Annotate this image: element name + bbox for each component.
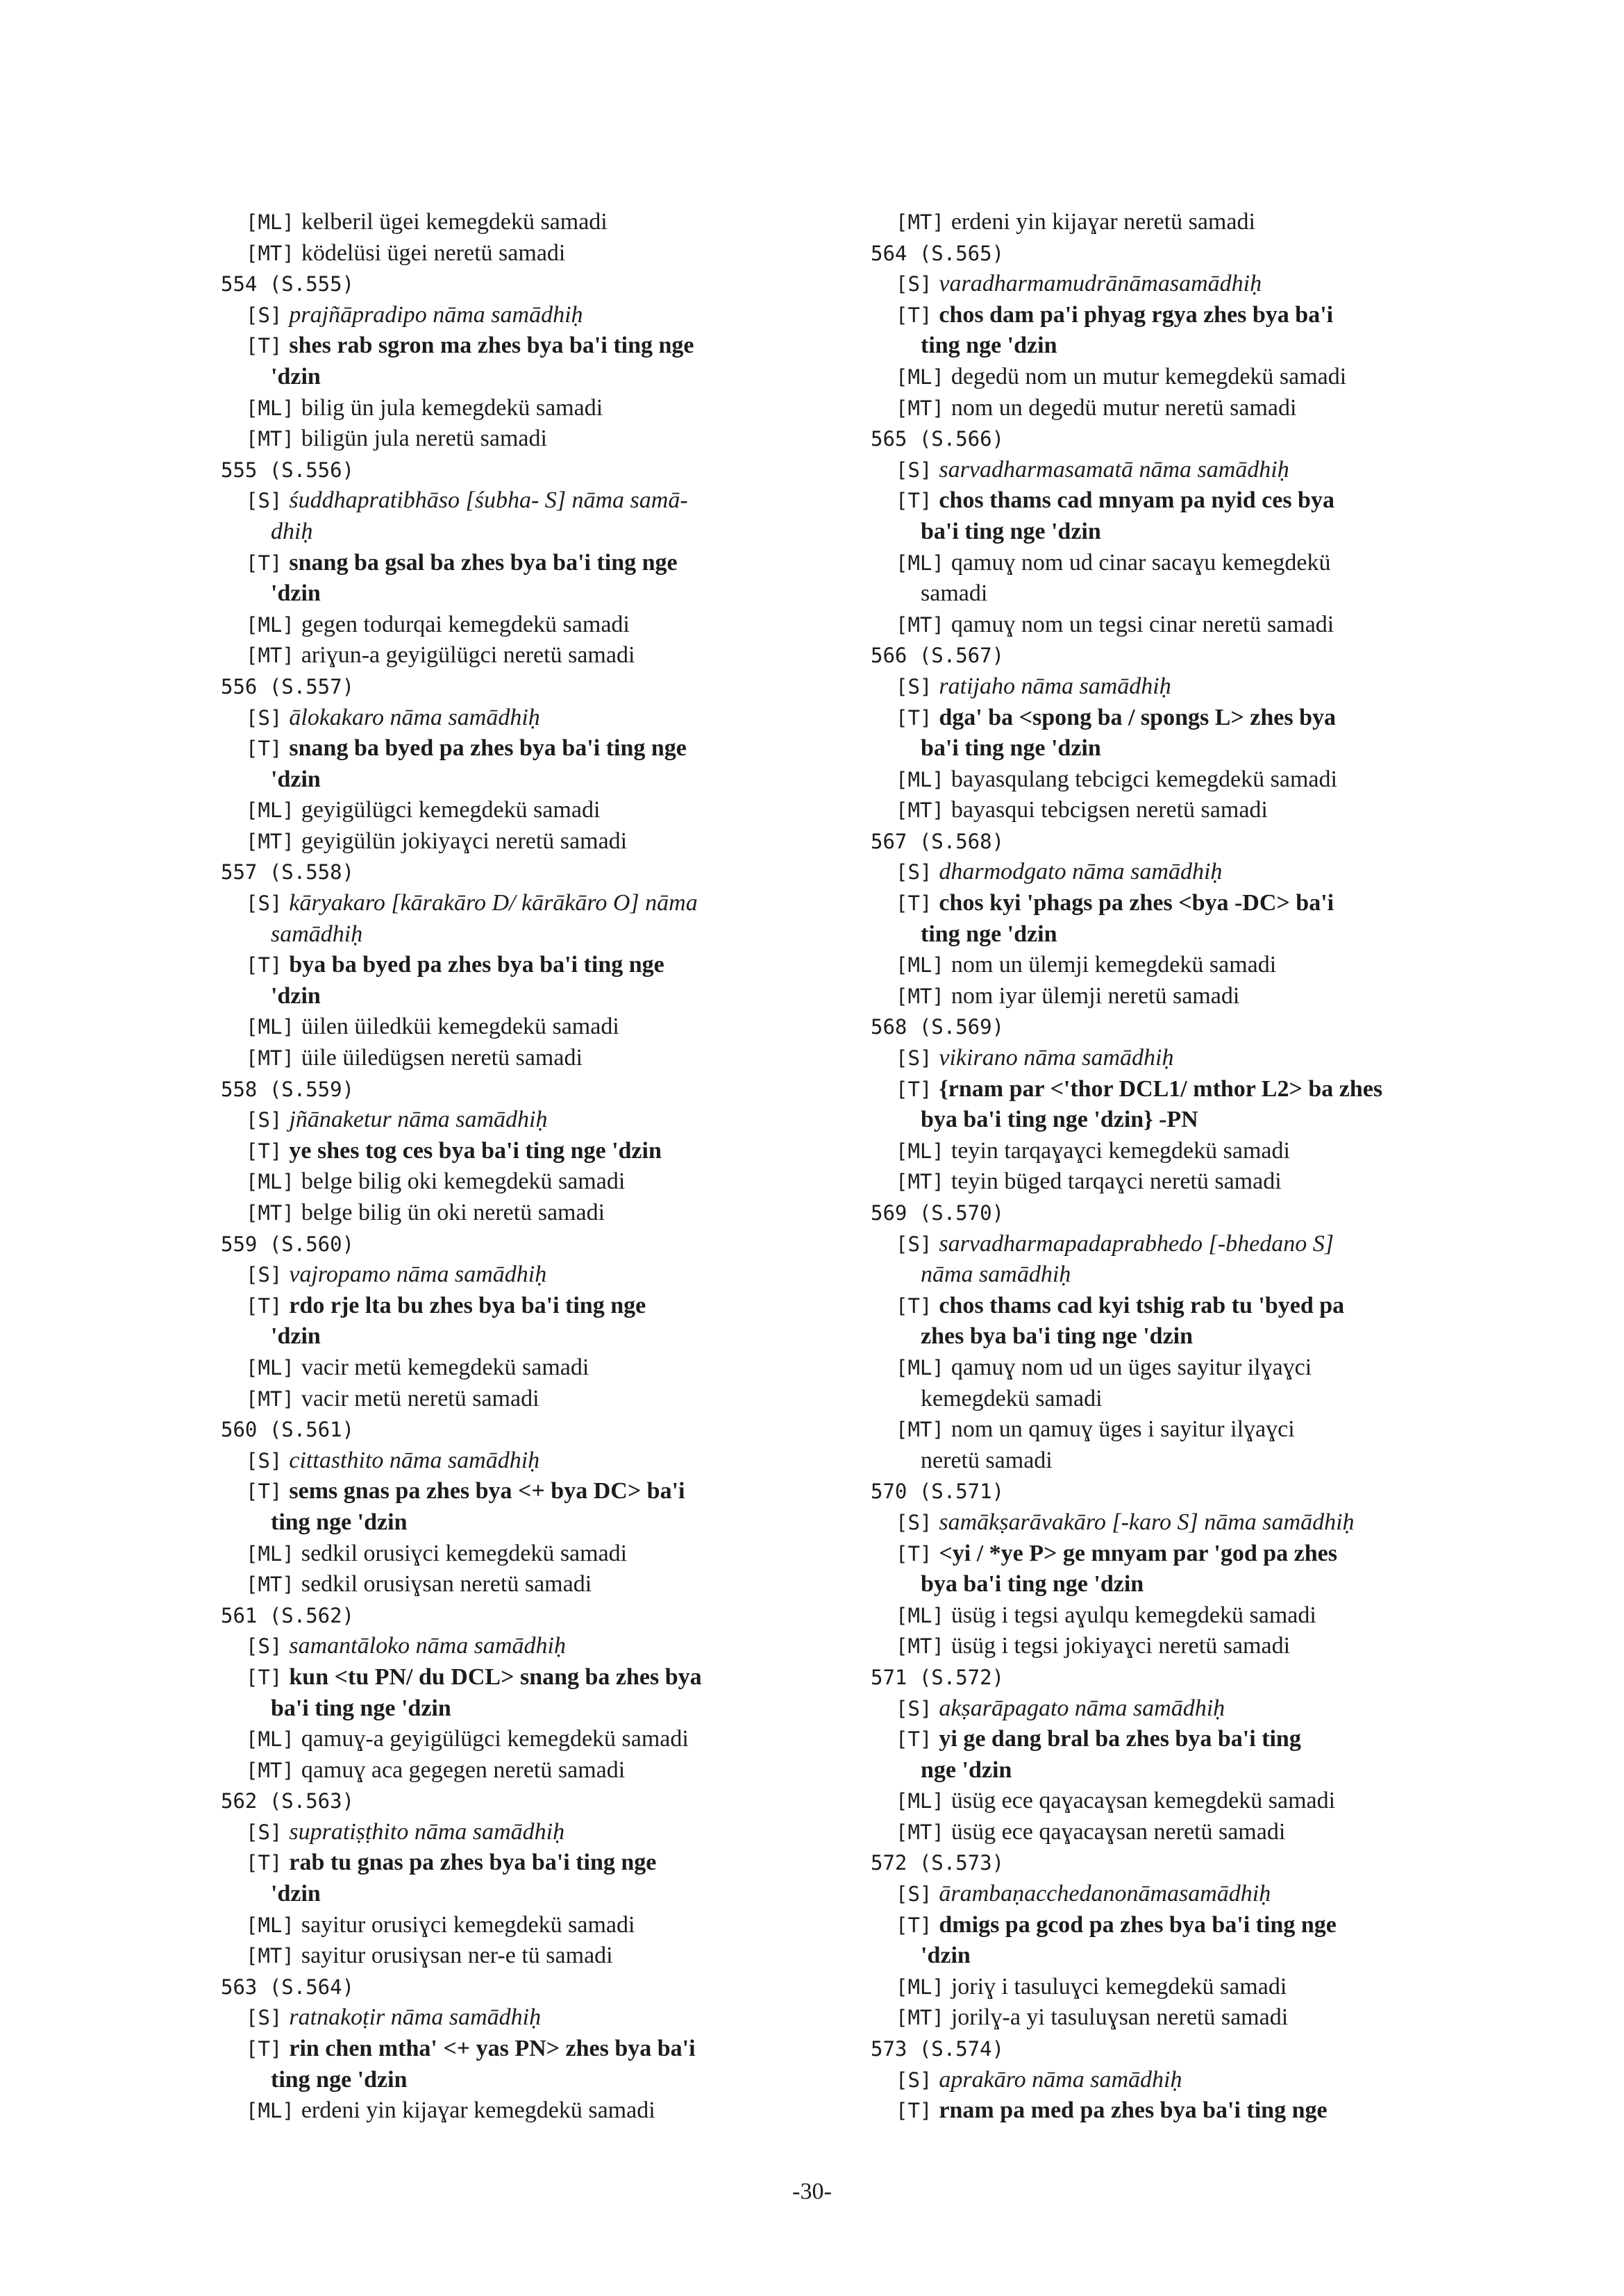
entry-number: 572 (S.573) [871,1851,1005,1875]
continuation-line: dhiḥ [271,518,313,544]
mongolian-l-line [221,1539,860,1570]
mongolian-l-line [871,1136,1496,1167]
language-tag: [T] [896,303,932,327]
continuation-line: 'dzin [921,1943,971,1969]
tibetan-line [221,2034,860,2065]
line-text: üile üiledügsen neretü samadi [301,1045,583,1071]
language-tag: [ML] [246,1015,294,1039]
continuation-line: kemegdekü samadi [921,1385,1103,1411]
line-text: śuddhapratibhāso [śubha- S] nāma samā- [289,487,688,514]
language-tag: [S] [246,1448,283,1473]
mongolian-l-line [871,548,1496,579]
language-tag: [ML] [246,2099,294,2123]
line-text: ratnakoṭir nāma samādhiḥ [289,2004,542,2031]
mongolian-t-line [221,640,860,671]
sanskrit-line [871,2065,1496,2096]
mongolian-l-line [221,393,860,424]
language-tag: [T] [246,1851,283,1875]
sanskrit-line [221,1631,860,1662]
language-tag: [MT] [246,1944,294,1968]
line-text: qamuɣ aca gegegen neretü samadi [301,1757,626,1783]
line-text: vacir metü kemegdekü samadi [301,1354,589,1380]
language-tag: [S] [246,891,283,916]
line-text: snang ba byed pa zhes bya ba'i ting nge [289,735,687,762]
language-tag: [S] [896,1696,932,1720]
language-tag: [ML] [896,1139,944,1163]
language-tag: [MT] [246,427,294,451]
language-tag: [ML] [246,612,294,637]
tibetan-line [221,950,860,981]
line-text: vikirano nāma samādhiḥ [939,1045,1174,1071]
language-tag: [T] [246,953,283,978]
language-tag: [S] [896,1232,932,1256]
language-tag: [ML] [246,1541,294,1566]
line-text: {rnam par <'thor DCL1/ mthor L2> ba zhes [939,1075,1383,1102]
line-text: samantāloko nāma samādhiḥ [289,1633,566,1659]
entry-number: 560 (S.561) [221,1418,355,1442]
mongolian-t-line [221,1941,860,1972]
line-text: aprakāro nāma samādhiḥ [939,2066,1182,2093]
language-tag: [MT] [896,1418,944,1442]
language-tag: [MT] [896,1170,944,1194]
language-tag: [ML] [246,1170,294,1194]
entry-number: 554 (S.555) [221,272,355,296]
mongolian-t-line [221,1198,860,1229]
sanskrit-line [871,455,1496,486]
language-tag: [T] [246,1139,283,1163]
line-text: rin chen mtha' <+ yas PN> zhes bya ba'i [289,2036,696,2062]
language-tag: [T] [246,1665,283,1689]
entry-number: 573 (S.574) [871,2037,1005,2061]
continuation-line: ba'i ting nge 'dzin [921,518,1101,544]
language-tag: [MT] [246,1573,294,1597]
sanskrit-line [221,1817,860,1848]
tibetan-line [221,1662,860,1693]
mongolian-t-line [871,981,1496,1012]
entry-number: 566 (S.567) [871,644,1005,668]
line-text: chos kyi 'phags pa zhes <bya -DC> ba'i [939,890,1334,916]
line-text: belge bilig ün oki neretü samadi [301,1200,605,1225]
sanskrit-line [871,1229,1496,1260]
sanskrit-line [221,1105,860,1136]
tibetan-line [221,1136,860,1167]
mongolian-l-line [871,764,1496,796]
mongolian-l-line [871,1352,1496,1384]
line-text: teyin tarqaɣaɣci kemegdekü samadi [951,1137,1290,1164]
mongolian-t-line [221,826,860,857]
language-tag: [S] [246,1108,283,1132]
continuation-line: 'dzin [271,1881,321,1907]
sanskrit-line [871,1879,1496,1910]
mongolian-t-line [871,2002,1496,2034]
line-text: kāryakaro [kārakāro D/ kārākāro O] nāma [289,890,698,916]
language-tag: [ML] [896,1603,944,1627]
mongolian-l-line [221,207,860,238]
language-tag: [T] [246,737,283,761]
line-text: kun <tu PN/ du DCL> snang ba zhes bya [289,1664,702,1690]
line-text: ālokakaro nāma samādhiḥ [289,704,540,730]
language-tag: [S] [246,705,283,730]
tibetan-line [221,1291,860,1322]
entry-number: 562 (S.563) [221,1789,355,1813]
language-tag: [T] [896,891,932,916]
language-tag: [T] [896,1293,932,1318]
language-tag: [MT] [896,210,944,234]
line-text: rnam pa med pa zhes bya ba'i ting nge [939,2097,1328,2124]
sanskrit-line [221,703,860,734]
mongolian-t-line [221,1569,860,1600]
language-tag: [MT] [896,612,944,637]
language-tag: [ML] [246,210,294,234]
language-tag: [ML] [246,798,294,823]
line-text: supratiṣṭhito nāma samādhiḥ [289,1818,565,1845]
tibetan-line [871,703,1496,734]
language-tag: [MT] [896,984,944,1008]
line-text: ratijaho nāma samādhiḥ [939,673,1171,699]
mongolian-l-line [221,1352,860,1384]
line-text: bayasqui tebcigsen neretü samadi [951,797,1268,823]
language-tag: [MT] [246,1758,294,1782]
line-text: akṣarāpagato nāma samādhiḥ [939,1695,1225,1721]
mongolian-t-line [871,610,1496,641]
line-text: qamuɣ nom un tegsi cinar neretü samadi [951,611,1334,637]
language-tag: [MT] [246,829,294,853]
entry-number: 561 (S.562) [221,1603,355,1627]
entry-number: 564 (S.565) [871,241,1005,265]
line-text: üsüg ece qaɣacaɣsan kemegdekü samadi [951,1788,1336,1814]
line-text: sayitur orusiɣci kemegdekü samadi [301,1911,635,1938]
line-text: yi ge dang bral ba zhes bya ba'i ting [939,1726,1301,1752]
line-text: sayitur orusiɣsan ner-e tü samadi [301,1943,613,1969]
tibetan-line [871,888,1496,919]
continuation-line: 'dzin [271,1323,321,1350]
sanskrit-line [871,671,1496,703]
entry-number: 567 (S.568) [871,829,1005,853]
language-tag: [S] [246,1263,283,1287]
sanskrit-line [221,1446,860,1477]
tibetan-line [221,1847,860,1879]
entry-number: 557 (S.558) [221,860,355,885]
continuation-line: 'dzin [271,982,321,1009]
tibetan-line [221,1476,860,1507]
sanskrit-line [871,1693,1496,1725]
line-text: geyigülügci kemegdekü samadi [301,797,601,823]
continuation-line: 'dzin [271,766,321,792]
mongolian-t-line [871,1414,1496,1446]
language-tag: [S] [896,2068,932,2092]
language-tag: [S] [246,1634,283,1659]
line-text: ariɣun-a geyigülügci neretü samadi [301,642,635,669]
language-tag: [MT] [246,1386,294,1411]
line-text: bilig ün jula kemegdekü samadi [301,394,603,421]
language-tag: [ML] [246,1355,294,1380]
sanskrit-line [221,485,860,517]
tibetan-line [871,485,1496,517]
language-tag: [ML] [896,767,944,791]
mongolian-t-line [871,795,1496,826]
line-text: bayasqulang tebcigci kemegdekü samadi [951,766,1337,792]
line-text: ārambaṇacchedanonāmasamādhiḥ [939,1881,1271,1907]
language-tag: [MT] [896,396,944,420]
mongolian-l-line [221,1910,860,1941]
line-text: dmigs pa gcod pa zhes bya ba'i ting nge [939,1911,1337,1938]
language-tag: [ML] [896,1355,944,1380]
language-tag: [T] [246,1480,283,1504]
sanskrit-line [221,2002,860,2034]
continuation-line: 'dzin [271,580,321,607]
line-text: chos thams cad kyi tshig rab tu 'byed pa [939,1292,1345,1318]
continuation-line: ba'i ting nge 'dzin [921,735,1101,762]
line-text: <yi / *ye P> ge mnyam par 'god pa zhes [939,1540,1338,1566]
language-tag: [MT] [896,1634,944,1659]
line-text: erdeni yin kijaɣar kemegdekü samadi [301,2097,655,2124]
line-text: belge bilig oki kemegdekü samadi [301,1168,626,1195]
language-tag: [S] [896,1046,932,1071]
language-tag: [T] [896,1541,932,1566]
sanskrit-line [221,888,860,919]
sanskrit-line [221,300,860,331]
entry-number: 558 (S.559) [221,1077,355,1101]
entry-number: 565 (S.566) [871,427,1005,451]
mongolian-l-line [871,1786,1496,1817]
continuation-line: neretü samadi [921,1447,1053,1473]
continuation-line: ting nge 'dzin [921,333,1057,359]
line-text: degedü nom un mutur kemegdekü samadi [951,363,1347,389]
line-text: prajñāpradipo nāma samādhiḥ [289,301,583,328]
tibetan-line [871,2095,1496,2127]
tibetan-line [871,1291,1496,1322]
language-tag: [ML] [246,1913,294,1937]
line-text: ye shes tog ces bya ba'i ting nge 'dzin [289,1137,662,1164]
line-text: nom un qamuɣ üges i sayitur ilɣaɣci [951,1416,1295,1443]
mongolian-l-line [221,1724,860,1755]
continuation-line: ba'i ting nge 'dzin [271,1695,451,1721]
line-text: dga' ba <spong ba / spongs L> zhes bya [939,704,1336,730]
mongolian-t-line [871,393,1496,424]
mongolian-t-line [221,1043,860,1074]
sanskrit-line [221,1259,860,1291]
language-tag: [S] [246,303,283,327]
entry-number: 556 (S.557) [221,674,355,698]
mongolian-t-line [221,1755,860,1786]
mongolian-t-line [871,207,1496,238]
line-text: ködelüsi ügei neretü samadi [301,240,566,266]
line-text: sems gnas pa zhes bya <+ bya DC> ba'i [289,1478,685,1505]
entry-number: 570 (S.571) [871,1480,1005,1504]
language-tag: [MT] [246,644,294,668]
continuation-line: bya ba'i ting nge 'dzin} -PN [921,1107,1198,1133]
language-tag: [MT] [246,1046,294,1071]
tibetan-line [871,1074,1496,1105]
mongolian-l-line [221,795,860,826]
mongolian-l-line [221,1012,860,1043]
language-tag: [ML] [896,551,944,575]
mongolian-t-line [871,1631,1496,1662]
line-text: rab tu gnas pa zhes bya ba'i ting nge [289,1850,657,1876]
line-text: qamuɣ nom ud un üges sayitur ilɣaɣci [951,1354,1312,1380]
line-text: üsüg ece qaɣacaɣsan neretü samadi [951,1818,1286,1845]
language-tag: [MT] [896,1820,944,1844]
language-tag: [S] [896,272,932,296]
line-text: vajropamo nāma samādhiḥ [289,1262,547,1288]
language-tag: [MT] [246,1201,294,1225]
language-tag: [MT] [896,2006,944,2030]
line-text: snang ba gsal ba zhes bya ba'i ting nge [289,549,678,576]
line-text: nom iyar ülemji neretü samadi [951,982,1240,1009]
language-tag: [T] [246,551,283,575]
tibetan-line [871,1910,1496,1941]
language-tag: [ML] [896,1789,944,1813]
language-tag: [S] [246,1820,283,1844]
mongolian-l-line [871,1600,1496,1632]
language-tag: [S] [246,489,283,513]
line-text: teyin büged tarqaɣci neretü samadi [951,1168,1282,1195]
entry-number: 555 (S.556) [221,458,355,482]
line-text: joriɣ i tasuluɣci kemegdekü samadi [951,1973,1287,2000]
tibetan-line [221,548,860,579]
continuation-line: nāma samādhiḥ [921,1262,1071,1288]
line-text: cittasthito nāma samādhiḥ [289,1447,540,1473]
language-tag: [S] [246,2006,283,2030]
mongolian-l-line [221,2095,860,2127]
language-tag: [S] [896,1510,932,1534]
line-text: sedkil orusiɣci kemegdekü samadi [301,1540,628,1566]
language-tag: [T] [896,705,932,730]
mongolian-t-line [871,1817,1496,1848]
line-text: geyigülün jokiyaɣci neretü samadi [301,828,628,854]
line-text: qamuɣ nom ud cinar sacaɣu kemegdekü [951,549,1331,576]
mongolian-l-line [871,950,1496,981]
mongolian-l-line [221,610,860,641]
entry-number: 563 (S.564) [221,1975,355,1999]
mongolian-l-line [871,1972,1496,2003]
continuation-line: ting nge 'dzin [271,1509,408,1535]
line-text: qamuɣ-a geyigülügci kemegdekü samadi [301,1726,689,1752]
mongolian-t-line [871,1166,1496,1198]
entry-number: 571 (S.572) [871,1665,1005,1689]
tibetan-line [871,1539,1496,1570]
line-text: varadharmamudrānāmasamādhiḥ [939,271,1262,297]
sanskrit-line [871,269,1496,300]
line-text: sarvadharmasamatā nāma samādhiḥ [939,456,1289,483]
language-tag: [S] [896,860,932,885]
continuation-line: zhes bya ba'i ting nge 'dzin [921,1323,1194,1350]
mongolian-l-line [221,1166,860,1198]
tibetan-line [871,1724,1496,1755]
continuation-line: 'dzin [271,363,321,389]
language-tag: [MT] [246,241,294,265]
line-text: nom un ülemji kemegdekü samadi [951,952,1277,978]
line-text: vacir metü neretü samadi [301,1385,539,1411]
language-tag: [T] [896,2099,932,2123]
continuation-line: ting nge 'dzin [271,2066,408,2093]
language-tag: [T] [896,1727,932,1752]
line-text: bya ba byed pa zhes bya ba'i ting nge [289,952,664,978]
tibetan-line [871,300,1496,331]
sanskrit-line [871,1507,1496,1539]
language-tag: [S] [896,674,932,698]
mongolian-t-line [221,1384,860,1415]
continuation-line: bya ba'i ting nge 'dzin [921,1571,1144,1598]
continuation-line: samadi [921,580,988,607]
tibetan-line [221,330,860,362]
continuation-line: ting nge 'dzin [921,921,1057,947]
line-text: jorilɣ-a yi tasuluɣsan neretü samadi [951,2004,1289,2031]
language-tag: [T] [896,489,932,513]
line-text: rdo rje lta bu zhes bya ba'i ting nge [289,1292,646,1318]
line-text: sarvadharmapadaprabhedo [-bhedano S] [939,1230,1334,1257]
language-tag: [ML] [246,1727,294,1752]
mongolian-l-line [871,362,1496,393]
mongolian-t-line [221,238,860,269]
sanskrit-line [871,1043,1496,1074]
language-tag: [T] [246,1293,283,1318]
language-tag: [MT] [896,798,944,823]
continuation-line: samādhiḥ [271,921,363,947]
language-tag: [ML] [896,364,944,389]
line-text: chos thams cad mnyam pa nyid ces bya [939,487,1334,514]
line-text: biligün jula neretü samadi [301,426,547,452]
line-text: sedkil orusiɣsan neretü samadi [301,1571,592,1598]
line-text: kelberil ügei kemegdekü samadi [301,209,608,235]
language-tag: [T] [246,334,283,358]
line-text: erdeni yin kijaɣar neretü samadi [951,209,1255,235]
line-text: nom un degedü mutur neretü samadi [951,394,1297,421]
line-text: chos dam pa'i phyag rgya zhes bya ba'i [939,301,1334,328]
line-text: dharmodgato nāma samādhiḥ [939,859,1223,885]
continuation-line: nge 'dzin [921,1757,1012,1783]
entry-number: 568 (S.569) [871,1015,1005,1039]
language-tag: [T] [896,1913,932,1937]
line-text: shes rab sgron ma zhes bya ba'i ting nge [289,333,694,359]
sanskrit-line [871,857,1496,888]
language-tag: [S] [896,458,932,482]
entry-number: 559 (S.560) [221,1232,355,1256]
mongolian-t-line [221,424,860,455]
language-tag: [T] [246,2037,283,2061]
entry-number: 569 (S.570) [871,1201,1005,1225]
tibetan-line [221,733,860,764]
line-text: jñānaketur nāma samādhiḥ [289,1107,548,1133]
line-text: gegen todurqai kemegdekü samadi [301,611,630,637]
left-column [221,207,860,2127]
language-tag: [ML] [896,953,944,978]
line-text: samākṣarāvakāro [-karo S] nāma samādhiḥ [939,1509,1355,1535]
language-tag: [T] [896,1077,932,1101]
page-number: -30- [792,2179,832,2204]
language-tag: [S] [896,1882,932,1907]
language-tag: [ML] [246,396,294,420]
right-column [871,207,1496,2127]
language-tag: [ML] [896,1975,944,1999]
line-text: üsüg i tegsi jokiyaɣci neretü samadi [951,1633,1291,1659]
line-text: üsüg i tegsi aɣulqu kemegdekü samadi [951,1602,1316,1628]
line-text: üilen üiledküi kemegdekü samadi [301,1014,619,1040]
